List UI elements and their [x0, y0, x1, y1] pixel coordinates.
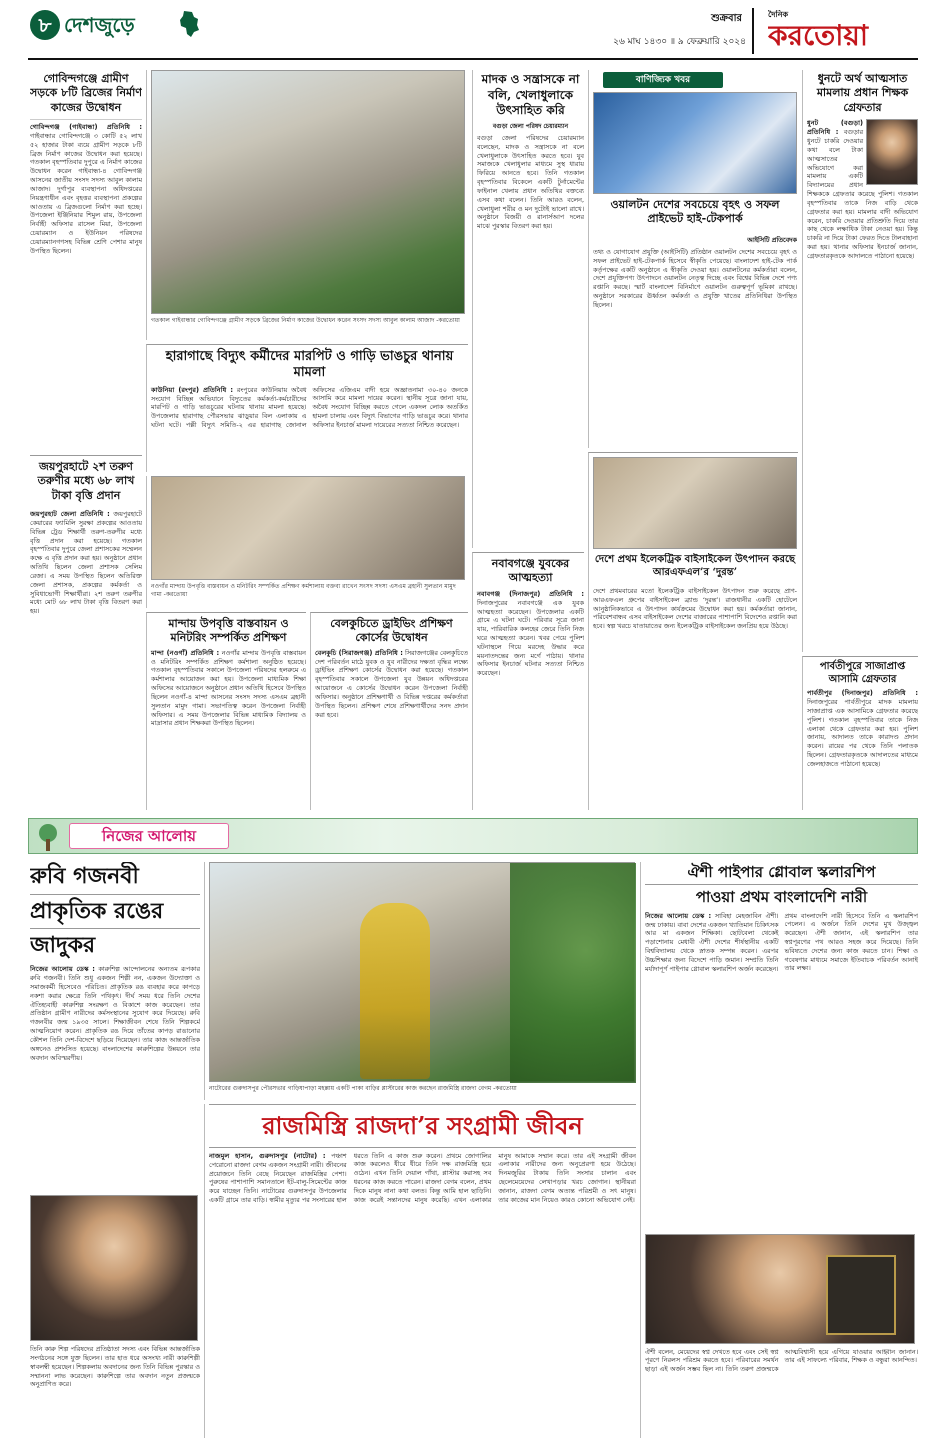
article-ruby: [30, 862, 200, 1438]
article-body: দিনাজপুরের নবাবগঞ্জে এক যুবক আত্মহত্যা করেছেন। উপজেলার একটি গ্রামে এ ঘটনা ঘটে। পরিবার সূত্রে জানা যায়, পারিবারিক কলহের জেরে তিনি নিজ ঘরে আত্মহত্যা করেন। খবর পেয়ে পুলিশ ঘটনাস্থলে গিয়ে মরদেহ উদ্ধার করে ময়নাতদন্তের জন্য মর্গে পাঠায়। থানার অফিসার ইনচার্জ ঘটনার সত্যতা নিশ্চিত করেছেন।: [477, 598, 584, 678]
bangladesh-map-icon: [178, 10, 200, 38]
headline-line-2: পাওয়া প্রথম বাংলাদেশি নারী: [695, 888, 868, 907]
byline: গোবিন্দগঞ্জ (গাইবান্ধা) প্রতিনিধি :: [30, 122, 142, 131]
article-bogura: [472, 70, 584, 548]
article-body: বগুড়ার ধুনটে চাকরি দেওয়ার কথা বলে টাকা আত্মসাতের অভিযোগে করা মামলায় একটি বিদ্যালয়ের প্রধান শিক্ষককে গ্রেফতার করেছে পুলিশ। গতকাল বৃহস্পতিবার তাকে নিজ বাড়ি থেকে গ্রেফতার করা হয়। মামলার বাদী অভিযোগ করেন, চাকরি দেওয়ার প্রতিশ্রুতি দিয়ে তার কাছ থেকে লক্ষাধিক টাকা নেওয়া হয়। কিন্তু চাকরি না দিয়ে টাকা ফেরত দিতে টালবাহানা করা হয়। থানার অফিসার ইনচার্জ জানান, গ্রেফতারকৃতকে আদালতে পাঠানো হয়েছে।: [807, 127, 918, 260]
headline: ওয়ালটন দেশের সবচেয়ে বৃহৎ ও সফল প্রাইভেট হাই-টেকপার্ক: [610, 198, 780, 226]
article-body: দেশে প্রথমবারের মতো ইলেকট্রিক বাইসাইকেল উৎপাদন শুরু করেছে প্রাণ-আরএফএল গ্রুপের বাইসাইকেল ব্র্যান্ড ‘দুরন্ত’। রাজধানীর একটি হোটেলে আনুষ্ঠানিকভাবে এ উৎপাদন কার্যক্রমের উদ্বোধন করা হয়। কর্মকর্তারা জানান, পরিবেশবান্ধব এসব বাইসাইকেল দেশের বাজারের পাশাপাশি বিদেশেও রপ্তানি করা হবে। স্বল্প খরচে যাতায়াতের জন্য ইলেকট্রিক বাইসাইকেল জনপ্রিয় হয়ে উঠছে।: [593, 587, 797, 631]
headline-line-1: ঐশী পাইপার গ্লোবাল স্কলারশিপ: [687, 863, 876, 881]
photo-caption: নওগাঁর মান্দায় উপবৃত্তি বাস্তবায়ন ও মনিটরিং সম্পর্কিত প্রশিক্ষণ কর্মশালায় বক্তব্য রাখেন সংসদ সদস্য এসএম ব্রহানী সুলতান মামুদ গামা -করতোয়া: [151, 583, 456, 598]
photo-caption: গতকাল গাইবান্ধার গোবিন্দগঞ্জে গ্রামীণ সড়কে ব্রিজের নির্মাণ কাজের উদ্বোধন করেন সংসদ সদস্য আবুল কালাম আজাদ -করতোয়া: [151, 317, 460, 324]
article-haragach: [146, 344, 468, 472]
article-joypurhat: [30, 455, 142, 810]
headline-line-2: প্রাকৃতিক রঙের: [30, 897, 164, 924]
headline: পার্বতীপুরে সাজাপ্রাপ্ত আসামি গ্রেফতার: [819, 661, 906, 685]
article-electric-bike: [588, 452, 798, 810]
byline: ধুনট (বগুড়া) প্রতিনিধি :: [807, 118, 863, 136]
article-manda: [146, 612, 306, 810]
byline: নিজের আলোয় ডেস্ক :: [645, 911, 712, 920]
article-parbatipur: [802, 656, 918, 810]
headline-line-3: জাদুকর: [30, 932, 96, 959]
meeting-photo: [151, 476, 465, 580]
article-oishi: [640, 862, 918, 1438]
byline: বগুড়া জেলা পরিষদ চেয়ারম্যান: [492, 122, 569, 130]
article-body: কারুশিল্প আন্দোলনের অন্যতম রূপকার রুবি গজনবী। তিনি শুধু একজন শিল্পী নন, একজন উদ্যোক্তা ও সমাজকর্মী হিসেবেও পরিচিত। প্রাকৃতিক রঙ ব্যবহার করে কাপড়ে নকশা করার ক্ষেত্রে তিনি পথিকৃৎ। দীর্ঘ সময় ধরে তিনি দেশের ঐতিহ্যবাহী কারুশিল্প সংরক্ষণ ও বিকাশে কাজ করেছেন। তার প্রতিষ্ঠান গ্রামীণ নারীদের কর্মসংস্থানের সুযোগ করে দিয়েছে। রুবি গজনবীর জন্ম ১৯৩৫ সালে। শিক্ষাজীবন শেষে তিনি শিল্পকর্মে আত্মনিয়োগ করেন। প্রাকৃতিক রঙ দিয়ে তাঁতের কাপড় রাঙানোর কৌশল তিনি দেশ-বিদেশে ছড়িয়ে দিয়েছেন। তার কাজ আন্তর্জাতিক অঙ্গনেও প্রশংসিত হয়েছে। বাংলাদেশের কারুশিল্পের উন্নয়নে তার অবদান অবিস্মরণীয়।: [30, 965, 200, 1062]
banner-title: নিজের আলোয়: [101, 827, 197, 845]
article-body: রংপুরের কাউনিয়ায় অবৈধ সংযোগ বিচ্ছিন্ন অভিযানে বিদ্যুতের কর্মকর্তা-কর্মচারীদের মারপিট ও গাড়ি ভাঙচুরের ঘটনায় থানায় মামলা হয়েছে। উপজেলার হারাগাছ পৌরসভার ঝাড়ুয়ার বিল এলাকায় এ ঘটনা ঘটে। পল্লী বিদ্যুৎ সমিতি-২ এর হারাগাছ জোনাল অফিসের এজিএম বাদী হয়ে অজ্ঞাতনামা ৩০-৪০ জনকে আসামি করে মামলা দায়ের করেন। স্থানীয় সূত্রে জানা যায়, অবৈধ সংযোগ বিচ্ছিন্ন করতে গেলে একদল লোক অতর্কিত হামলা চালায় এবং বিদ্যুৎ বিভাগের গাড়ি ভাঙচুর করে। থানার অফিসার ইনচার্জ মামলা দায়েরের সত্যতা নিশ্চিত করেছেন।: [151, 385, 468, 430]
header-rule: [28, 58, 918, 60]
walton-photo: [593, 92, 797, 194]
section-label-business: বাণিজ্যিক খবর: [603, 72, 723, 88]
headline: মান্দায় উপবৃত্তি বাস্তবায়ন ও মনিটরিং সম্পর্কিত প্রশিক্ষণ: [168, 617, 289, 644]
header-divider: [752, 8, 754, 54]
article-body: দিনাজপুরের পার্বতীপুরে মাদক মামলায় সাজাপ্রাপ্ত এক আসামিকে গ্রেফতার করেছে পুলিশ। গতকাল বৃহস্পতিবার তাকে নিজ এলাকা থেকে গ্রেফতার করা হয়। পুলিশ জানায়, আদালত তাকে কারাদণ্ড প্রদান করেন। রায়ের পর থেকে তিনি পলাতক ছিলেন। গ্রেফতারকৃতকে আদালতের মাধ্যমে জেলহাজতে পাঠানো হয়েছে।: [807, 698, 918, 768]
article-body-2: তিনি কারু শিল্প পরিষদের প্রতিষ্ঠাতা সদস্য এবং বিভিন্ন আন্তর্জাতিক সংগঠনের সঙ্গে যুক্ত ছিলেন। তার হাত ধরে অসংখ্য নারী কারুশিল্পী স্বাবলম্বী হয়েছেন। শিল্পকলায় অবদানের জন্য তিনি বিভিন্ন পুরস্কার ও সম্মাননা লাভ করেছেন। কারুশিল্পে তার অবদান নতুন প্রজন্মকে অনুপ্রাণিত করে।: [30, 1345, 200, 1389]
rajda-working-photo: [209, 862, 635, 1082]
article-gobindaganj: [30, 70, 142, 450]
top-photo-block: [146, 70, 468, 340]
article-body: তথ্য ও যোগাযোগ প্রযুক্তি (আইসিটি) প্রতিষ্ঠান ওয়ালটন দেশের সবচেয়ে বৃহৎ ও সফল প্রাইভেট হাই-টেকপার্ক হিসেবে স্বীকৃতি পেয়েছে। বাংলাদেশ হাই-টেক পার্ক কর্তৃপক্ষের একটি অনুষ্ঠানে এ স্বীকৃতি দেওয়া হয়। ওয়ালটনের কর্মকর্তারা বলেন, দেশে প্রযুক্তিপণ্য উৎপাদনে ওয়ালটন নেতৃত্ব দিচ্ছে এবং বিশ্বের বিভিন্ন দেশে পণ্য রপ্তানি করছে। স্মার্ট বাংলাদেশ বিনির্মাণে ওয়ালটন গুরুত্বপূর্ণ ভূমিকা রাখছে। অনুষ্ঠানে সরকারের ঊর্ধ্বতন কর্মকর্তা ও প্রযুক্তি খাতের প্রতিনিধিরা উপস্থিত ছিলেন।: [593, 248, 797, 309]
article-body: সাবিহা মেহজাবিন ঐশী। জন্ম ঢাকায়। বাবা দেশের একজন খ্যাতিমান চিকিৎসক আর মা একজন শিক্ষিকা। ছোটবেলা থেকেই পড়াশোনায় মেধাবী ঐশী দেশের শীর্ষস্থানীয় একটি বিশ্ববিদ্যালয় থেকে স্নাতক সম্পন্ন করেন। এরপর উচ্চশিক্ষার জন্য বিদেশে পাড়ি জমান। সম্প্রতি তিনি মর্যাদাপূর্ণ পাইপার গ্লোবাল স্কলারশিপ অর্জন করেছেন। প্রথম বাংলাদেশি নারী হিসেবে তিনি এ স্কলারশিপ পেলেন। এ অর্জনে তিনি দেশের মুখ উজ্জ্বল করেছেন। ঐশী জানান, এই স্কলারশিপ তার স্বপ্নপূরণের পথ আরও সহজ করে দিয়েছে। তিনি ভবিষ্যতে দেশের জন্য কাজ করতে চান। শিক্ষা ও গবেষণার মাধ্যমে সমাজে ইতিবাচক পরিবর্তন আনাই তার লক্ষ্য।: [645, 911, 918, 973]
byline: বেলকুচি (সিরাজগঞ্জ) প্রতিনিধি :: [315, 648, 403, 657]
article-nababganj: [472, 552, 584, 810]
inauguration-photo: [151, 70, 465, 314]
headline: গোবিন্দগঞ্জে গ্রামীণ সড়কে ৮টি ব্রিজের নির্মাণ কাজের উদ্বোধন: [30, 70, 142, 120]
article-body-2: ঐশী বলেন, মেয়েদের স্বপ্ন দেখতে হবে এবং সেই স্বপ্ন পূরণে নিরলস পরিশ্রম করতে হবে। পরিবারের সমর্থন ছাড়া এই অর্জন সম্ভব ছিল না। তিনি তরুণ প্রজন্মকে আত্মবিশ্বাসী হয়ে এগিয়ে যাওয়ার আহ্বান জানান। তার এই সাফল্যে পরিবার, শিক্ষক ও বন্ধুরা আনন্দিত।: [645, 1347, 918, 1374]
article-body: জয়পুরহাটে কেয়ারের ফ্যামিলি সুরক্ষা প্রকল্পের আওতায় বিভিন্ন ট্রেড শিক্ষার্থী তরুণ-তরুণীর মধ্যে বৃত্তি প্রদান করা হয়েছে। গতকাল বৃহস্পতিবার দুপুরে জেলা প্রশাসকের সম্মেলন কক্ষে এ বৃত্তি প্রদান করা হয়। অনুষ্ঠানে প্রধান অতিথি ছিলেন জেলা প্রশাসক সেলিম রেজা। এ সময় উপস্থিত ছিলেন অতিরিক্ত জেলা প্রশাসক, প্রকল্পের কর্মকর্তা ও সুবিধাভোগী শিক্ষার্থীরা। ২শ তরুণ তরুণীর মধ্যে মোট ৬৮ লাখ টাকা বৃত্তি বিতরণ করা হয়।: [30, 509, 142, 616]
headline: হারাগাছে বিদ্যুৎ কর্মীদের মারপিট ও গাড়ি ভাঙচুর থানায় মামলা: [165, 349, 454, 381]
article-body: পঞ্চাশ পেরোনো রাজদা বেগম একজন সংগ্রামী নারী। জীবনের প্রয়োজনে তিনি বেছে নিয়েছেন রাজমিস্ত্রির পেশা। পুরুষের পাশাপাশি সমানতালে ইট-বালু-সিমেন্টের কাজ করে যাচ্ছেন তিনি। নাটোরের গুরুদাসপুর উপজেলার একটি গ্রামে তার বাড়ি। স্বামীর মৃত্যুর পর সংসারের হাল ধরতে তিনি এ কাজ শুরু করেন। প্রথমে জোগালির কাজ করলেও ধীরে ধীরে তিনি দক্ষ রাজমিস্ত্রি হয়ে ওঠেন। এখন তিনি দেয়াল গাঁথা, প্লাস্টার করাসহ সব ধরনের কাজ করতে পারেন। রাজদা বেগম বলেন, প্রথম দিকে মানুষ নানা কথা বলত। কিন্তু আমি হাল ছাড়িনি। কাজ করেই সন্তানদের মানুষ করেছি। এখন এলাকার মানুষ আমাকে সম্মান করে। তার এই সংগ্রামী জীবন এলাকার নারীদের জন্য অনুপ্রেরণা হয়ে উঠেছে। দিনমজুরির টাকায় তিনি সংসার চালান এবং ছেলেমেয়েদের লেখাপড়ার খরচ জোগান। স্থানীয়রা জানান, রাজদা বেগম অত্যন্ত পরিশ্রমী ও সৎ মানুষ। তার কাজের মান নিয়েও কারও কোনো অভিযোগ নেই।: [209, 1151, 636, 1204]
masthead: [0, 0, 945, 66]
oishi-photo: [645, 1234, 915, 1344]
byline: নাজমুল হাসান, গুরুদাসপুর (নাটোর) :: [209, 1151, 326, 1160]
tree-foliage: [510, 863, 636, 1083]
headline: মাদক ও সন্ত্রাসকে না বলি, খেলাধুলাকে উৎসাহিত করি: [481, 72, 580, 118]
article-body: বগুড়া জেলা পরিষদের চেয়ারম্যান বলেছেন, মাদক ও সন্ত্রাসকে না বলে খেলাধুলাকে উৎসাহিত করতে হবে। যুব সমাজকে খেলাধুলার মাধ্যমে সুস্থ ধারায় ফিরিয়ে আনতে হবে। তিনি গতকাল বৃহস্পতিবার বিকেলে একটি টুর্নামেন্টের ফাইনাল খেলায় প্রধান অতিথির বক্তব্যে এসব কথা বলেন। তিনি আরও বলেন, খেলাধুলা শরীর ও মন দুটোই ভালো রাখে। অনুষ্ঠানে বিজয়ী ও রানার্সআপ দলের মাঝে পুরস্কার বিতরণ করা হয়।: [477, 133, 584, 231]
byline: কাউনিয়া (রংপুর) প্রতিনিধি :: [151, 385, 234, 394]
byline: মান্দা (নওগাঁ) প্রতিনিধি :: [151, 648, 220, 657]
headline: বেলকুচিতে ড্রাইভিং প্রশিক্ষণ কোর্সের উদ্বোধন: [330, 617, 453, 644]
article-body: নওগাঁর মান্দায় উপবৃত্তি বাস্তবায়ন ও মনিটরিং সম্পর্কিত প্রশিক্ষণ কর্মশালা অনুষ্ঠিত হয়েছে। গতকাল বৃহস্পতিবার সকালে উপজেলা পরিষদের হলরুমে এ কর্মশালার আয়োজন করা হয়। উপজেলা মাধ্যমিক শিক্ষা অফিসের আয়োজনে অনুষ্ঠানে প্রধান অতিথি হিসেবে উপস্থিত ছিলেন নওগাঁ-৪ মান্দা আসনের সংসদ সদস্য এসএম ব্রহানী সুলতান মামুদ গামা। সভাপতিত্ব করেন উপজেলা নির্বাহী অফিসার। এ সময় উপজেলার বিভিন্ন মাধ্যমিক বিদ্যালয় ও মাদ্রাসার প্রধান শিক্ষকরা উপস্থিত ছিলেন।: [151, 648, 306, 728]
article-belkuchi: [310, 612, 468, 810]
headline: দেশে প্রথম ইলেকট্রিক বাইসাইকেল উৎপাদন করছে আরএফএল’র ‘দুরন্ত’: [594, 554, 796, 578]
article-walton: [588, 70, 798, 448]
byline: জয়পুরহাট জেলা প্রতিনিধি :: [30, 509, 110, 518]
headmaster-photo: [866, 119, 918, 185]
rajda-photo-block: [204, 862, 636, 1100]
photo-caption: নাটোরের গুরুদাসপুর পৌরসভার গাড়িষাপাড়া মহল্লায় একটি পাকা বাড়ির প্লাস্টারের কাজ করছেন রাজমিস্ত্রি রাজদা বেগম -করতোয়া: [209, 1085, 517, 1092]
article-body: গাইবান্ধার গোবিন্দগঞ্জে ৩ কোটি ৫২ লাখ ৫২ হাজার টাকা ব্যয়ে গ্রামীণ সড়কে ৮টি ব্রিজ নির্মাণ কাজের উদ্বোধন করা হয়েছে। গতকাল বৃহস্পতিবার দুপুরে এ নির্মাণ কাজের উদ্বোধন করেন গাইবান্ধা-৪ গোবিন্দগঞ্জ আসনের জাতীয় সংসদ সদস্য আবুল কালাম আজাদ। দুর্গাপুর ব্যবস্থাপনা অধিদপ্তরের নিয়ন্ত্রণাধীন এবং বৃহত্তর ব্যবস্থাপনা প্রকল্পের আওতায় এ ব্রিজগুলো নির্মাণ করা হচ্ছে। উপজেলা ইঞ্জিনিয়ার শিমুল রায়, উপজেলা নির্বাহী অফিসার রাসেল মিয়া, উপজেলা চেয়ারম্যান ও ইউনিয়ন পরিষদের চেয়ারম্যানগণসহ বিভিন্ন শ্রেণি পেশার মানুষ উপস্থিত ছিলেন।: [30, 131, 142, 255]
byline: পার্বতীপুর (দিনাজপুর) প্রতিনিধি :: [807, 689, 918, 697]
page-number: ৮: [38, 13, 52, 37]
page-number-badge: [30, 10, 60, 40]
header-day: শুক্রবার: [711, 13, 742, 24]
header-date: ২৬ মাঘ ১৪৩০ ॥ ৯ ফেব্রুয়ারি ২০২৪: [613, 37, 746, 47]
ruby-ghaznavi-photo: [30, 1195, 198, 1341]
worker-figure: [360, 903, 430, 1079]
bike-launch-photo: [593, 457, 797, 549]
byline: নবাবগঞ্জ (দিনাজপুর) প্রতিনিধি :: [477, 589, 584, 598]
paper-logo: করতোয়া: [768, 19, 868, 52]
banner-title-box: [69, 823, 229, 849]
article-dhunat: [802, 70, 918, 652]
article-body: সিরাজগঞ্জের বেলকুচিতে দেশ পরিবর্তন মাঠে যুবক ও যুব নারীদের দক্ষতা বৃদ্ধির লক্ষ্যে ড্রাইভিং প্রশিক্ষণ কোর্সের উদ্বোধন করা হয়েছে। গতকাল বৃহস্পতিবার সকালে উপজেলা যুব উন্নয়ন অধিদপ্তরের আয়োজনে এ কোর্সের উদ্বোধন করেন উপজেলা নির্বাহী অফিসার। অনুষ্ঠানে প্রশিক্ষণার্থী ও বিভিন্ন দপ্তরের কর্মকর্তারা উপস্থিত ছিলেন। প্রশিক্ষণ শেষে প্রশিক্ষণার্থীদের সনদ প্রদান করা হবে।: [315, 648, 468, 719]
award-plaque: [826, 1255, 896, 1335]
article-rajda: [204, 1104, 636, 1438]
byline: নিজের আলোয় ডেস্ক :: [30, 965, 95, 974]
meeting-photo-block: [146, 476, 468, 608]
headline-line-1: রুবি গজনবী: [30, 863, 139, 889]
paper-name-small: দৈনিক: [768, 10, 789, 19]
banner-tree-icon: [35, 823, 61, 851]
headline: রাজমিস্ত্রি রাজদা’র সংগ্রামী জীবন: [209, 1104, 636, 1148]
headline: নবাবগঞ্জে যুবকের আত্মহত্যা: [491, 557, 570, 585]
byline: আইসিটি প্রতিবেদক: [747, 236, 797, 244]
headline: ধুনটে অর্থ আত্মসাত মামলায় প্রধান শিক্ষক গ্রেফতার: [816, 72, 909, 114]
feature-banner: [28, 818, 918, 854]
section-title: দেশজুড়ে: [64, 13, 135, 37]
headline: জয়পুরহাটে ২শ তরুণ তরুণীর মধ্যে ৬৮ লাখ টাকা বৃত্তি প্রদান: [37, 460, 135, 502]
